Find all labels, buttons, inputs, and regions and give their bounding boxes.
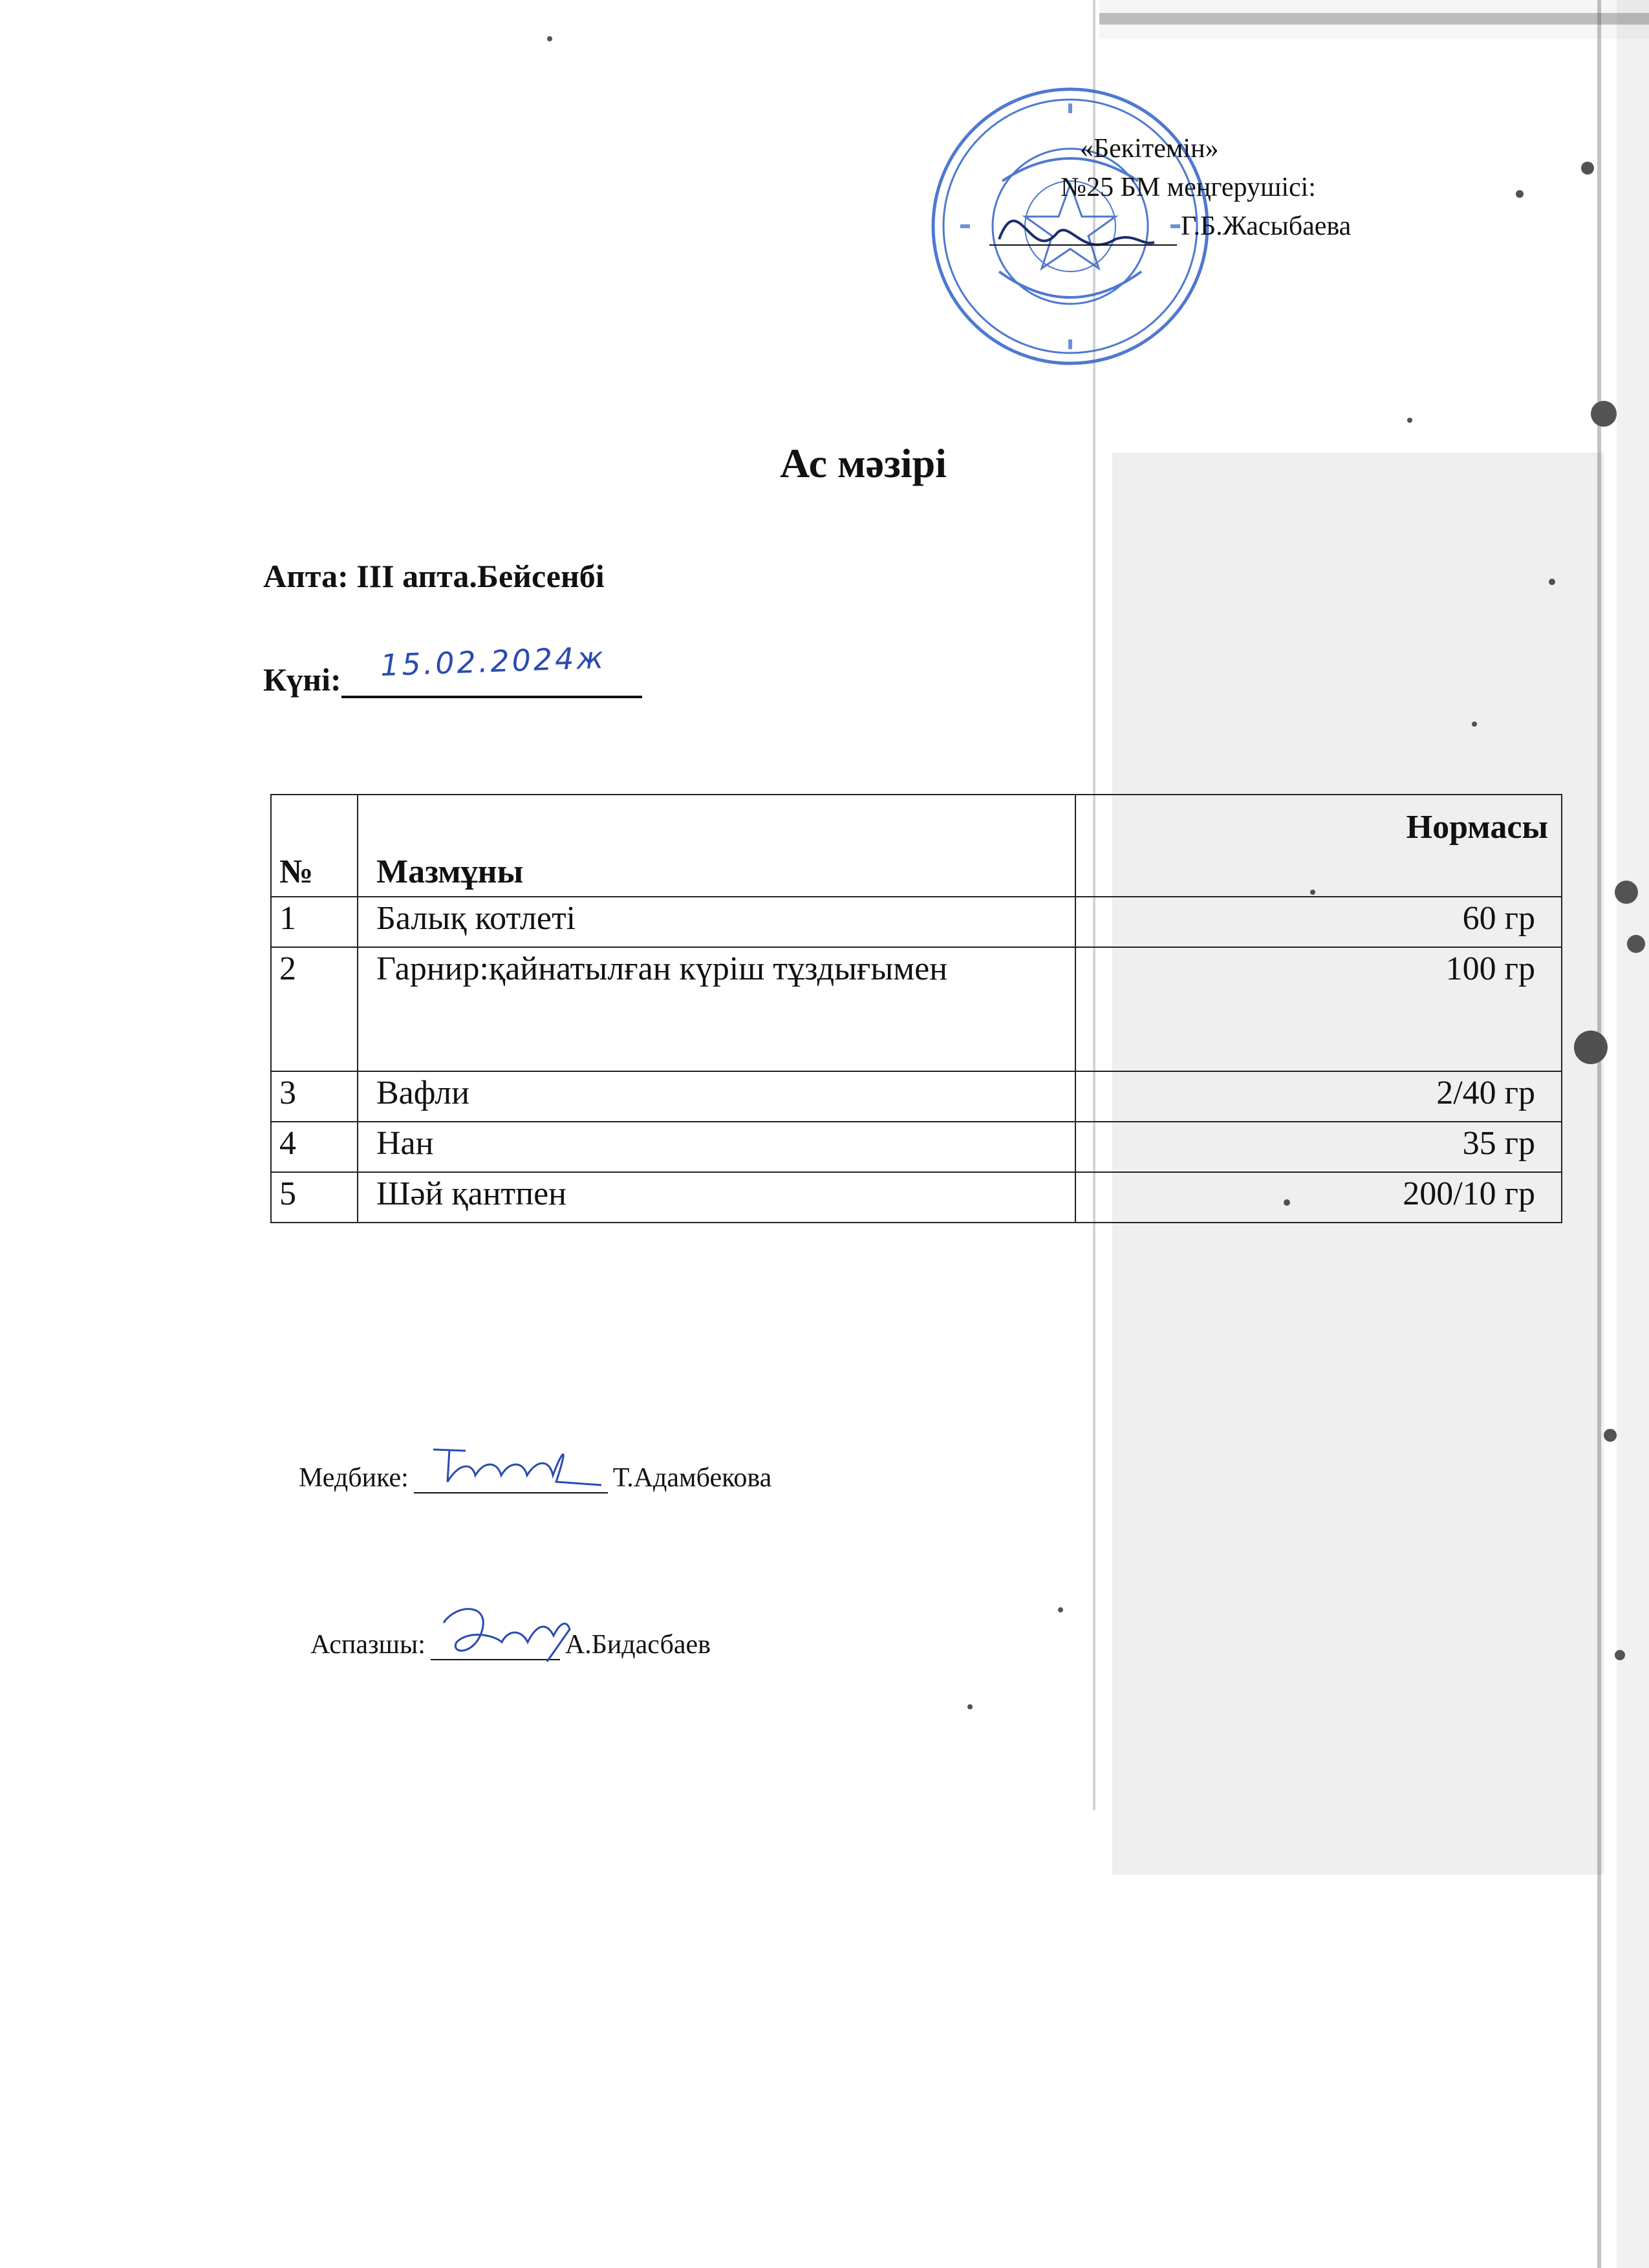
- header-norm: Нормасы: [1075, 795, 1562, 897]
- table-row: [271, 1071, 1562, 1122]
- week-line: Апта: III апта.Бейсенбі: [263, 558, 605, 594]
- nurse-signature-block: [299, 1462, 771, 1493]
- nurse-label: Медбике:: [299, 1463, 409, 1493]
- table-row: [271, 1172, 1562, 1223]
- cook-label: Аспазшы:: [310, 1630, 426, 1660]
- approval-position: №25 БМ меңгерушісі:: [1061, 173, 1316, 202]
- row-norm: 2/40 гр: [1075, 1071, 1562, 1122]
- nurse-name: Т.Адамбекова: [612, 1463, 772, 1493]
- row-norm: 100 гр: [1075, 947, 1562, 1071]
- table-header-row: [271, 795, 1562, 897]
- page-title: Ас мәзірі: [780, 440, 947, 486]
- approval-block: [1061, 129, 1461, 246]
- header-content: Мазмұны: [358, 795, 1075, 897]
- row-number: 4: [271, 1122, 358, 1172]
- approval-signatory: [989, 207, 1461, 246]
- row-norm: 35 гр: [1075, 1122, 1562, 1172]
- menu-table: [270, 794, 1562, 1223]
- approval-heading: «Бекітемін»: [1080, 134, 1219, 164]
- date-handwritten: 15.02.2024ж: [379, 639, 607, 683]
- cook-name: А.Бидасбаев: [565, 1630, 711, 1660]
- nurse-signature-line: [414, 1462, 608, 1493]
- row-number: 3: [271, 1071, 358, 1122]
- row-name: Балық котлеті: [358, 897, 1075, 947]
- date-line: [263, 639, 642, 698]
- table-row: [271, 1122, 1562, 1172]
- row-name: Гарнир:қайнатылған күріш тұздығымен: [358, 947, 1075, 1071]
- signature-line: [989, 216, 1177, 246]
- date-blank: [341, 639, 642, 698]
- date-label: Күні:: [263, 661, 341, 698]
- row-name: Вафли: [358, 1071, 1075, 1122]
- header-number: №: [271, 795, 358, 897]
- cook-signature: [431, 1603, 579, 1668]
- row-number: 5: [271, 1172, 358, 1223]
- row-norm: 200/10 гр: [1075, 1172, 1562, 1223]
- row-name: Шәй қантпен: [358, 1172, 1075, 1223]
- table-row: [271, 897, 1562, 947]
- cook-signature-block: [310, 1629, 711, 1660]
- row-norm: 60 гр: [1075, 897, 1562, 947]
- cook-signature-line: [431, 1629, 560, 1660]
- nurse-signature: [414, 1437, 608, 1495]
- row-number: 1: [271, 897, 358, 947]
- table-row: [271, 947, 1562, 1071]
- row-name: Нан: [358, 1122, 1075, 1172]
- row-number: 2: [271, 947, 358, 1071]
- approver-name: Г.Б.Жасыбаева: [1181, 211, 1352, 241]
